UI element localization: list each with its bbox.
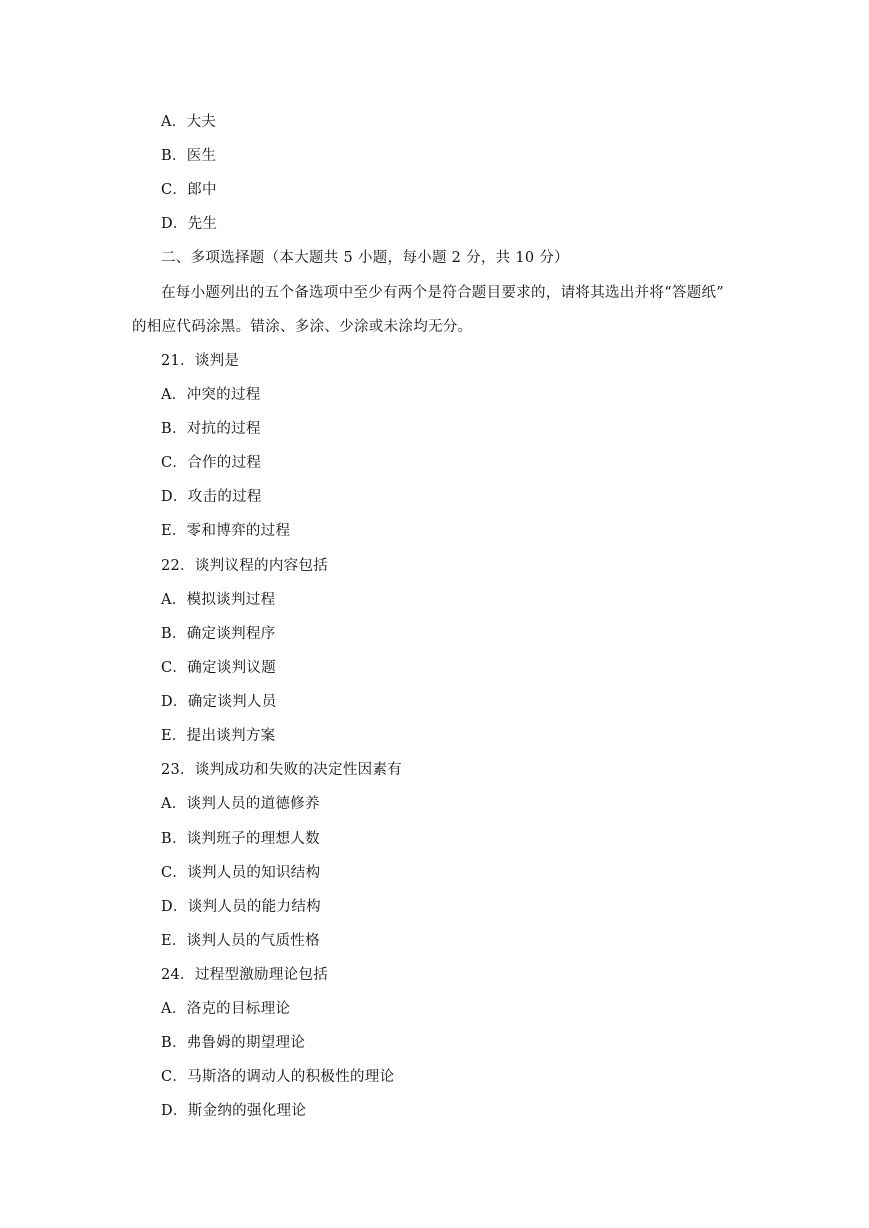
- question-22-option-d: D．确定谈判人员: [161, 694, 277, 710]
- question-21-option-b: B．对抗的过程: [161, 421, 261, 437]
- question-22-option-b: B．确定谈判程序: [161, 626, 276, 642]
- section2-heading: 二、多项选择题（本大题共 5 小题，每小题 2 分，共 10 分）: [161, 250, 569, 266]
- question-24-option-a: A．洛克的目标理论: [161, 1001, 291, 1017]
- question-24-option-d: D．斯金纳的强化理论: [161, 1103, 307, 1119]
- question-23-stem: 23．谈判成功和失败的决定性因素有: [161, 762, 403, 778]
- question-23-option-c: C．谈判人员的知识结构: [161, 865, 321, 881]
- question-23-option-d: D．谈判人员的能力结构: [161, 899, 321, 915]
- section2-instructions-line2: 的相应代码涂黑。错涂、多涂、少涂或未涂均无分。: [132, 319, 473, 335]
- question-21-option-a: A．冲突的过程: [161, 387, 261, 403]
- question-23-option-b: B．谈判班子的理想人数: [161, 831, 320, 847]
- question-22-option-a: A．模拟谈判过程: [161, 592, 276, 608]
- q20-option-b: B．医生: [161, 148, 217, 164]
- q20-option-a: A．大夫: [161, 114, 217, 130]
- question-24-option-b: B．弗鲁姆的期望理论: [161, 1035, 306, 1051]
- question-23-option-e: E．谈判人员的气质性格: [161, 933, 320, 949]
- question-22-option-c: C．确定谈判议题: [161, 660, 276, 676]
- question-23-option-a: A．谈判人员的道德修养: [161, 796, 320, 812]
- question-24-stem: 24．过程型激励理论包括: [161, 967, 329, 983]
- q20-option-d: D．先生: [161, 216, 218, 232]
- q20-option-c: C．郎中: [161, 182, 217, 198]
- section2-instructions-line1: 在每小题列出的五个备选项中至少有两个是符合题目要求的，请将其选出并将“答题纸”: [161, 285, 725, 301]
- question-22-stem: 22．谈判议程的内容包括: [161, 558, 329, 574]
- question-21-stem: 21．谈判是: [161, 353, 240, 369]
- question-22-option-e: E．提出谈判方案: [161, 728, 276, 744]
- question-24-option-c: C．马斯洛的调动人的积极性的理论: [161, 1069, 395, 1085]
- question-21-option-d: D．攻击的过程: [161, 489, 262, 505]
- question-21-option-e: E．零和博弈的过程: [161, 523, 291, 539]
- question-21-option-c: C．合作的过程: [161, 455, 262, 471]
